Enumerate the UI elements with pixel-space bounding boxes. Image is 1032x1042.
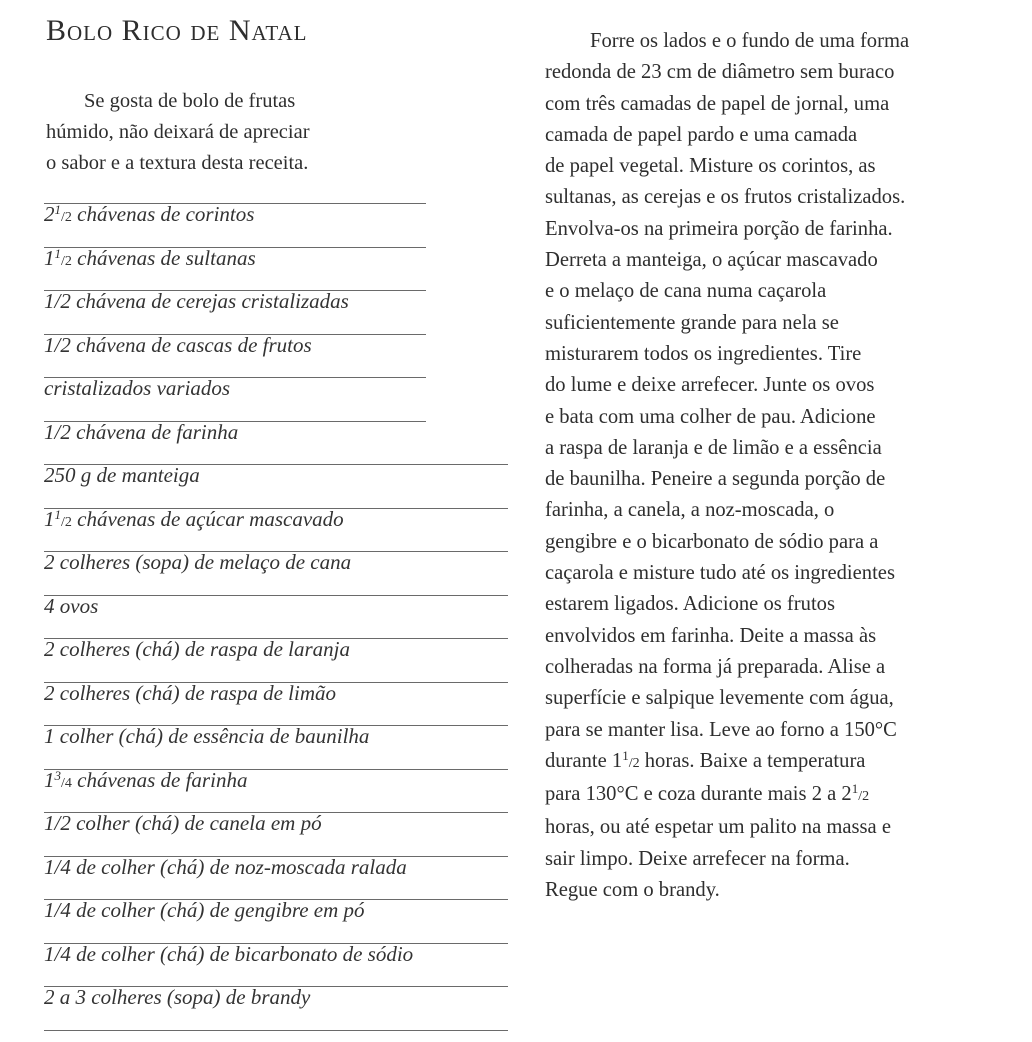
method-line: farinha, a canela, a noz-moscada, o xyxy=(545,499,835,522)
ingredient-text: cristalizados variados xyxy=(44,376,231,400)
fraction-denominator: /2 xyxy=(61,514,72,530)
ingredient-line xyxy=(44,376,230,400)
ingredient-text: chávenas de farinha xyxy=(77,767,248,792)
divider-rule xyxy=(44,725,508,726)
ingredient-line xyxy=(44,333,312,357)
method-line: gengibre e o bicarbonato de sódio para a xyxy=(545,530,879,553)
ingredient-line xyxy=(44,811,322,835)
divider-rule xyxy=(44,769,508,770)
method-line: suficientemente grande para nela se xyxy=(545,311,839,334)
fraction-whole: 2 xyxy=(44,202,55,226)
divider-rule xyxy=(44,464,508,465)
divider-rule xyxy=(44,551,508,552)
ingredient-text: 1/2 chávena de cascas de frutos xyxy=(44,332,312,357)
method-line: com três camadas de papel de jornal, uma xyxy=(545,92,890,115)
method-line: superfície e salpique levemente com água, xyxy=(545,687,894,710)
method-line: do lume e deixe arrefecer. Junte os ovos xyxy=(545,374,875,397)
method-line: para se manter lisa. Leve ao forno a 150°C xyxy=(545,718,897,741)
ingredient-line xyxy=(44,724,369,748)
ingredient-line xyxy=(44,420,238,444)
fraction-denominator: /2 xyxy=(61,253,72,269)
ingredient-text: 1/2 colher (chá) de canela em pó xyxy=(44,811,322,835)
divider-rule xyxy=(44,899,508,900)
divider-rule xyxy=(44,377,426,378)
method-line: Derreta a manteiga, o açúcar mascavado xyxy=(545,249,878,272)
ingredient-text: 250 g de manteiga xyxy=(44,463,200,487)
fraction-denominator: /4 xyxy=(61,775,72,791)
ingredient-line xyxy=(44,594,98,618)
ingredient-line xyxy=(44,855,407,879)
fraction-whole: 1 xyxy=(44,506,55,531)
method-line: caçarola e misture tudo até os ingredientes xyxy=(545,562,895,585)
method-text-part: durante 1 xyxy=(545,749,623,772)
fraction-denominator: /2 xyxy=(858,789,870,805)
divider-rule xyxy=(44,247,426,248)
ingredient-line xyxy=(44,202,254,226)
intro-line: o sabor e a textura desta receita. xyxy=(46,152,309,174)
ingredient-text: 1/2 chávena de cerejas cristalizadas xyxy=(44,289,349,313)
method-line: Envolva-os na primeira porção de farinha. xyxy=(545,217,893,240)
ingredient-text: chávenas de açúcar mascavado xyxy=(77,506,344,531)
fraction-denominator: /2 xyxy=(628,755,640,771)
method-line: a raspa de laranja e de limão e a essência xyxy=(545,436,882,459)
ingredient-text: 1/4 de colher (chá) de noz-moscada ralada xyxy=(44,854,407,879)
divider-rule xyxy=(44,856,508,857)
fraction-numerator: 1 xyxy=(54,202,61,217)
fraction-whole: 1 xyxy=(44,767,55,792)
method-line: redonda de 23 cm de diâmetro sem buraco xyxy=(545,61,895,84)
ingredient-text: 1/4 de colher (chá) de bicarbonato de sódio xyxy=(44,941,414,966)
fraction-numerator: 1 xyxy=(54,506,61,522)
method-text-part: horas. Baixe a temperatura xyxy=(639,749,866,772)
divider-rule xyxy=(44,986,508,987)
method-line: e o melaço de cana numa caçarola xyxy=(545,280,827,303)
fraction-numerator: 1 xyxy=(54,245,61,261)
ingredient-text: chávenas de sultanas xyxy=(77,245,256,270)
method-line: Regue com o brandy. xyxy=(545,879,720,902)
ingredient-text: 1/4 de colher (chá) de gengibre em pó xyxy=(44,898,365,922)
divider-rule xyxy=(44,508,508,509)
divider-rule xyxy=(44,290,426,291)
divider-rule xyxy=(44,334,426,335)
divider-rule xyxy=(44,682,508,683)
method-line: horas, ou até espetar um palito na massa e xyxy=(545,816,891,839)
ingredient-line xyxy=(44,289,349,313)
divider-rule xyxy=(44,943,508,944)
ingredient-line xyxy=(44,898,365,922)
divider-rule xyxy=(44,812,508,813)
ingredient-line xyxy=(44,637,350,661)
method-line: de papel vegetal. Misture os corintos, as xyxy=(545,155,876,178)
method-line: camada de papel pardo e uma camada xyxy=(545,123,858,146)
divider-rule xyxy=(44,203,426,204)
intro-line: Se gosta de bolo de frutas xyxy=(84,90,296,112)
method-line xyxy=(545,746,1025,779)
ingredient-text: 2 a 3 colheres (sopa) de brandy xyxy=(44,985,311,1009)
ingredient-line xyxy=(44,942,413,966)
method-text-part: para 130°C e coza durante mais 2 a 2 xyxy=(545,783,852,806)
method-line: sultanas, as cerejas e os frutos cristalizados. xyxy=(545,186,906,209)
method-line: misturarem todos os ingredientes. Tire xyxy=(545,342,862,365)
divider-rule xyxy=(44,1030,508,1031)
ingredient-line xyxy=(44,507,344,531)
ingredient-text: 1/2 chávena de farinha xyxy=(44,419,239,444)
ingredient-text: 2 colheres (sopa) de melaço de cana xyxy=(44,550,352,574)
method-line: e bata com uma colher de pau. Adicione xyxy=(545,405,876,428)
fraction-numerator: 3 xyxy=(54,767,61,783)
ingredient-text: 4 ovos xyxy=(44,593,99,618)
method-line: de baunilha. Peneire a segunda porção de xyxy=(545,468,886,491)
divider-rule xyxy=(44,421,426,422)
fraction-whole: 1 xyxy=(44,245,55,270)
recipe-title: Bolo Rico de Natal xyxy=(46,14,308,47)
recipe-intro xyxy=(46,86,466,179)
method-line: Forre os lados e o fundo de uma forma xyxy=(590,30,910,52)
method-line: envolvidos em farinha. Deite a massa às xyxy=(545,624,877,647)
ingredient-line xyxy=(44,246,256,270)
method-line: estarem ligados. Adicione os frutos xyxy=(545,593,835,616)
method-text xyxy=(545,26,1025,906)
fraction-denominator: /2 xyxy=(61,210,72,225)
fraction-numerator: 1 xyxy=(622,747,629,763)
ingredient-text: 2 colheres (chá) de raspa de laranja xyxy=(44,637,350,661)
ingredient-line xyxy=(44,681,336,705)
ingredient-text: 1 colher (chá) de essência de baunilha xyxy=(44,724,370,748)
method-line: sair limpo. Deixe arrefecer na forma. xyxy=(545,847,850,870)
divider-rule xyxy=(44,638,508,639)
ingredient-text: 2 colheres (chá) de raspa de limão xyxy=(44,680,336,705)
ingredient-line xyxy=(44,463,200,487)
ingredient-text: chávenas de corintos xyxy=(77,202,255,226)
method-line: colheradas na forma já preparada. Alise a xyxy=(545,655,886,678)
ingredient-line xyxy=(44,550,351,574)
intro-line: húmido, não deixará de apreciar xyxy=(46,121,310,143)
method-line xyxy=(545,779,1025,812)
ingredient-line xyxy=(44,768,247,792)
fraction-numerator: 1 xyxy=(851,781,859,797)
ingredient-line xyxy=(44,985,310,1009)
divider-rule xyxy=(44,595,508,596)
